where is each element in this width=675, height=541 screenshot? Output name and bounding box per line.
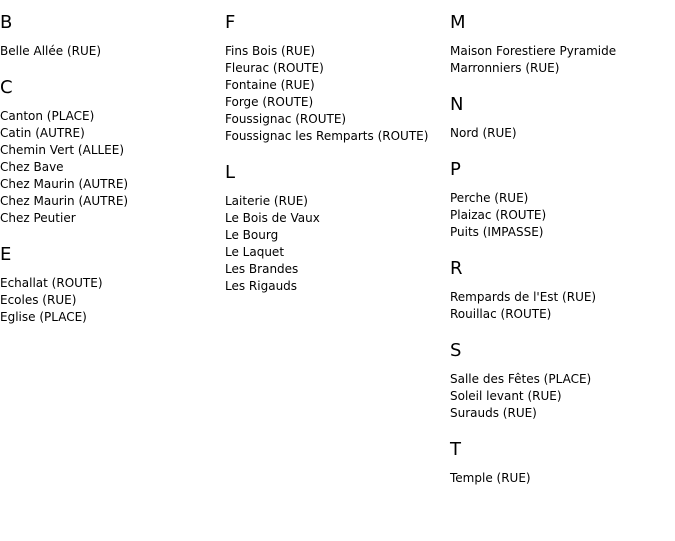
- letter-heading: S: [450, 340, 462, 361]
- letter-group-e: [0, 244, 225, 326]
- letter-heading: M: [450, 12, 466, 33]
- street-name: Chez Bave: [0, 160, 64, 174]
- letter-heading: B: [0, 12, 13, 33]
- letter-group-t: [450, 439, 675, 487]
- street-name: Chez Maurin (AUTRE): [0, 177, 129, 191]
- letter-group-s: [450, 340, 675, 422]
- street-index: [0, 12, 675, 504]
- street-name: Ecoles (RUE): [0, 293, 77, 307]
- street-name: Canton (PLACE): [0, 109, 95, 123]
- letter-group-r: [450, 258, 675, 323]
- letter-heading: R: [450, 258, 463, 279]
- street-name: Chemin Vert (ALLEE): [0, 143, 125, 157]
- street-name: Temple (RUE): [450, 471, 531, 485]
- street-name: Chez Peutier: [0, 211, 76, 225]
- street-name: Soleil levant (RUE): [450, 389, 562, 403]
- letter-group-b: [0, 12, 225, 60]
- street-name: Laiterie (RUE): [225, 194, 308, 208]
- street-name: Plaizac (ROUTE): [450, 208, 547, 222]
- street-name: Rempards de l'Est (RUE): [450, 290, 597, 304]
- street-name: Les Rigauds: [225, 279, 298, 293]
- letter-group-p: [450, 159, 675, 241]
- letter-group-c: [0, 77, 225, 227]
- street-name: Fontaine (RUE): [225, 78, 315, 92]
- index-column-1: [0, 12, 225, 504]
- street-name: Marronniers (RUE): [450, 61, 560, 75]
- street-name: Maison Forestiere Pyramide: [450, 44, 617, 58]
- street-name: Foussignac (ROUTE): [225, 112, 347, 126]
- street-name: Fins Bois (RUE): [225, 44, 316, 58]
- letter-heading: P: [450, 159, 461, 180]
- letter-group-m: [450, 12, 675, 77]
- letter-group-n: [450, 94, 675, 142]
- street-name: Belle Allée (RUE): [0, 44, 102, 58]
- street-name: Perche (RUE): [450, 191, 529, 205]
- street-name: Le Bourg: [225, 228, 279, 242]
- letter-heading: C: [0, 77, 13, 98]
- letter-heading: N: [450, 94, 464, 115]
- letter-heading: T: [450, 439, 461, 460]
- letter-heading: F: [225, 12, 236, 33]
- street-name: Puits (IMPASSE): [450, 225, 544, 239]
- street-name: Surauds (RUE): [450, 406, 537, 420]
- street-name: Forge (ROUTE): [225, 95, 314, 109]
- street-name: Les Brandes: [225, 262, 299, 276]
- street-name: Fleurac (ROUTE): [225, 61, 324, 75]
- street-name: Salle des Fêtes (PLACE): [450, 372, 592, 386]
- letter-group-l: [225, 162, 450, 295]
- street-name: Rouillac (ROUTE): [450, 307, 552, 321]
- street-name: Nord (RUE): [450, 126, 517, 140]
- letter-group-f: [225, 12, 450, 145]
- index-column-3: [450, 12, 675, 504]
- street-name: Foussignac les Remparts (ROUTE): [225, 129, 429, 143]
- street-name: Catin (AUTRE): [0, 126, 85, 140]
- letter-heading: E: [0, 244, 12, 265]
- letter-heading: L: [225, 162, 236, 183]
- index-column-2: [225, 12, 450, 504]
- street-name: Echallat (ROUTE): [0, 276, 103, 290]
- street-name: Eglise (PLACE): [0, 310, 87, 324]
- street-name: Le Laquet: [225, 245, 285, 259]
- street-name: Le Bois de Vaux: [225, 211, 320, 225]
- street-name: Chez Maurin (AUTRE): [0, 194, 129, 208]
